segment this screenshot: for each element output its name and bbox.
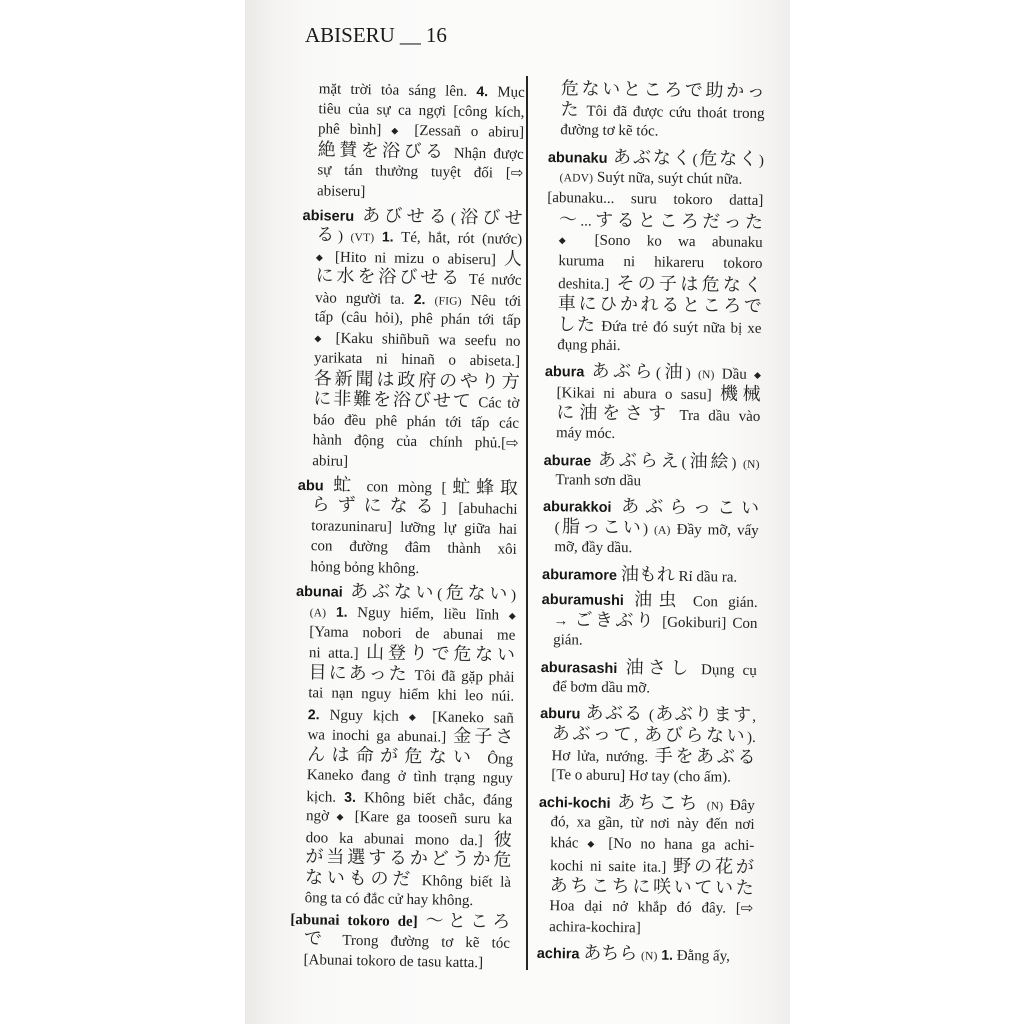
entry-line [546,271,762,295]
text-run: wa inochi ga abunai.] 金子さ [307,725,514,748]
text-run: tiêu của sự ca ngợi [công kích, [318,100,525,121]
part-of-speech-label: (N) [697,369,715,382]
text-run: Nêu tới [461,292,522,310]
text-run: Đầy mỡ, vấy [670,521,759,539]
japanese-text: 油虫 [633,589,684,611]
sense-number: 4. [476,82,489,100]
entry-line [538,832,754,856]
sense-number: 1. [335,603,348,620]
headword: aburu [540,705,581,723]
text-run: abiseru] [316,182,366,200]
text-run: gián. [553,632,583,649]
text-run: Dầu ◆ [714,366,761,383]
diamond-bullet-icon: ◆ [753,370,761,381]
japanese-text: る [316,224,339,246]
text-run: đụng phải. [557,336,621,354]
entry-line [545,313,761,337]
text-run: mỡ, đầy dầu. [554,539,633,557]
text-run: sự tán thưởng tuyệt đối [⇨ [317,162,524,182]
headword: abiseru [302,207,355,225]
entry-line [546,250,762,274]
page-number: 16 [425,23,447,47]
column-divider [526,76,528,970]
text-run: vào người ta. [315,289,414,308]
text-run: 絶賛を浴びる Nhận được [317,138,524,163]
entry-line [538,874,754,898]
text-run: Đằng ấy, [672,947,731,965]
text-run: Kaneko đang ở tình trạng nguy [306,767,513,787]
entry-line [538,853,754,877]
entry-line [541,655,757,679]
part-of-speech-label: (N) [640,950,658,963]
text-run: あぶる (あぶります, [585,702,757,726]
japanese-text: 浴びせ [455,206,523,229]
japanese-text: 〜 [558,208,581,230]
headword: aburasashi [540,659,618,677]
text-run [611,496,760,519]
entry-line [541,630,757,654]
text-run: る) [316,224,351,246]
japanese-text: あちこちに咲いていた [549,874,754,899]
japanese-text: 油もれ [620,563,675,586]
sense-number: 1. [661,946,674,963]
japanese-text: 彼 [493,828,512,851]
text-run: あぶら(油) [591,360,699,383]
entry-line [548,145,764,169]
entry-line [543,469,759,493]
dictionary-entry [542,562,758,586]
header-rule: __ [399,23,421,47]
text-run: に非難を浴びせて Các tờ [313,388,520,412]
text-run [326,604,336,620]
japanese-text: 人 [503,248,523,270]
dictionary-entry [547,145,764,190]
headword: aburakkoi [542,498,612,516]
text-run: doo ka abunai mono da.] 彼 [305,828,512,851]
japanese-text: あぶら [591,360,657,383]
text-run: tấp (câu hỏi), phê phán tới tấp [314,309,521,329]
japanese-text: あぶります [653,703,753,726]
part-of-speech-label: (A) [653,524,671,537]
text-run: ông ta có đắc cử hay không. [304,890,474,910]
bold-phrase: [abunai tokoro de] [290,911,418,930]
entry-line [289,949,509,973]
headword: aburamore [541,566,618,584]
japanese-text: あぶらっこい [621,496,760,519]
entry-line [540,702,756,726]
entry-line [539,765,755,789]
japanese-text: 危ない [441,581,512,605]
japanese-text: 〜ところ [425,909,511,933]
part-of-speech-label: (N) [706,799,724,813]
entry-continuation [303,78,525,205]
text-run: らずになる] [abuhachi [311,494,518,518]
headword: abu [297,477,324,494]
entry-line [296,556,516,580]
text-run: ◆ [Hito ni mizu o abiseru] 人 [315,248,523,270]
text-run: Hơ lửa, nướng. 手をあぶる [551,745,756,768]
headword: aburae [543,452,592,470]
entry-line [547,166,763,190]
text-run: khác ◆ [No no hana ga achi- [550,834,755,854]
japanese-text: あぶない [350,580,438,603]
japanese-text: 危なく [697,147,760,170]
entry-line [537,942,753,966]
text-run: abiru] [312,452,349,470]
entry-line [540,723,756,747]
text-run: Mục [487,84,525,101]
japanese-text: あちら [583,942,638,965]
entry-line [548,99,764,123]
entry-line [544,402,760,426]
text-run: yarikata ni hinañ o abiseta.] [313,350,521,370]
japanese-text: あぶらえ [597,449,682,472]
text-run: 目にあった Tôi đã gặp phải [308,661,515,686]
entry-line [544,423,760,447]
japanese-text: 油 [660,361,686,383]
entry-line [545,334,761,358]
dictionary-entry [298,204,523,474]
entry-line [540,676,756,700]
headword: achi-kochi [538,794,611,812]
entry-line [542,562,758,586]
dictionary-entry [539,702,756,789]
sense-number: 1. [381,228,394,245]
header-headword: ABISERU [305,23,395,47]
entry-line [298,450,518,474]
text-run: tai nạn nguy hiểm khi leo núi. [308,685,515,705]
text-run: 〜...するところだった [558,208,764,233]
text-run: Nguy hiểm, liều lĩnh ◆ [347,604,516,624]
entry-line [547,208,763,232]
part-of-speech-label: (N) [742,458,760,471]
text-run: ngờ ◆ [Kare ga tooseñ suru ka [305,808,513,828]
text-run: ni atta.] 山登りで危ない [308,642,516,666]
diamond-bullet-icon: ◆ [558,235,579,246]
japanese-text: た [560,99,581,121]
entry-line [537,916,753,940]
entry-line [543,516,759,540]
text-run: あぶって, あびらない). [551,723,756,747]
text-run: con đường đâm thành xôi [310,538,517,558]
diamond-bullet-icon: ◆ [336,812,348,823]
entry-line [544,381,760,405]
japanese-text: 各新聞は政府のやり方 [313,367,520,393]
sense-number: 2. [307,705,320,722]
japanese-text: するところだった [591,209,764,233]
japanese-text: あぶなく [612,146,693,169]
text-run: [abunaku... suru tokoro datta] [547,189,764,209]
diamond-bullet-icon: ◆ [508,611,516,622]
text-run: 油もれ Rỉ dầu ra. [620,563,738,586]
diamond-bullet-icon: ◆ [408,712,423,723]
text-run: んは命が危ない Ông [307,743,514,768]
text-run [560,78,765,103]
part-of-speech-label: (FIG) [434,294,462,308]
text-run: Té, hắt, rót (nước) [393,229,523,248]
japanese-text: 手をあぶる [654,745,756,768]
running-header [305,25,452,46]
entry-continuation [548,78,765,144]
text-run: あびせる(浴びせ [361,204,523,229]
text-run: た Tôi đã được cứu thoát trong [560,99,765,123]
text-run: Tranh sơn dầu [555,471,642,489]
text-run: torazuninaru] lưỡng lự giữa hai [311,517,518,538]
headword: abunai [295,583,343,601]
text-run: máy móc. [555,425,616,442]
dictionary-entry [537,942,753,966]
text-run: 油虫 Con gián. [633,589,758,611]
text-run: → ごきぶり [Gokiburi] Con [553,609,758,632]
entry-line [541,609,757,633]
entry-line [542,537,758,561]
japanese-text: らずになる [311,494,442,518]
text-run: đường tơ kẽ tóc. [560,122,659,140]
text-run: báo đều phê phán tới tấp các [312,411,520,432]
entry-line [549,78,765,102]
japanese-text: で [303,928,331,950]
text-run: あぶない(危ない) [350,580,517,605]
entry-line [539,744,755,768]
headword: abura [544,363,585,381]
text-run: deshita.] その子は危なく [558,272,763,296]
japanese-text: 脂っこい [559,516,644,539]
japanese-text: ごきぶり [574,609,657,632]
text-run: [Abunai tokoro de tasu katta.] [303,951,484,971]
text-run: kochi ni saite ita.] 野の花が [549,855,755,878]
diamond-bullet-icon: ◆ [391,126,405,137]
entry-line [542,588,758,612]
dictionary-entry [541,588,758,654]
headword: achira [536,945,580,963]
japanese-text: 絶賛を浴びる [317,138,447,162]
japanese-text: んは命が危ない [307,743,478,768]
text-run: ◆ [Kaku shiñbuñ wa seefu no [314,329,521,350]
text-run: Hoa dại nở khắp đó đây. [⇨ [549,897,754,917]
text-run: phê bình] ◆ [Zessañ o abiru] [317,121,525,141]
japanese-text: 野の花が [672,855,755,878]
text-run: (脂っこい) [554,516,655,539]
text-run [579,942,641,965]
text-run: あぶらえ(油絵) [597,449,744,473]
text-run: achira-kochira] [549,918,641,936]
japanese-text: 山登りで危ない [365,642,516,666]
japanese-text: あびらない [644,724,748,747]
entry-line [543,495,759,519]
japanese-text: に非難を浴びせて [313,388,473,412]
japanese-text: した [557,313,597,336]
japanese-text: に油をさす [556,402,671,425]
japanese-text: に水を浴びせる [315,265,463,289]
text-run: đó, xa gần, từ nơi này đến nơi [550,813,755,833]
entry-line [547,187,763,211]
text-run: hành động của chính phủ.[⇨ [312,432,519,452]
phrase-subentry [545,187,763,358]
japanese-text: ないものだ [304,866,415,890]
text-run: Đây [723,797,755,814]
text-run: に油をさす Tra dầu vào [556,402,761,425]
japanese-text: あぶる [585,702,644,725]
japanese-text: あびせる [361,204,452,228]
entry-line [546,292,762,316]
japanese-text: 金子さ [452,725,514,748]
text-run: Nguy kịch ◆ [Kaneko sañ [319,706,514,727]
diamond-bullet-icon: ◆ [314,333,327,344]
entry-line [538,811,754,835]
japanese-text: あちこち [617,791,701,814]
entry-line [539,790,755,814]
text-run: để bơm dầu mỡ. [552,678,651,696]
right-column [537,78,765,966]
japanese-text: 機械 [719,383,761,405]
sense-number: 3. [344,788,357,805]
text-run: 虻 con mòng [虻蜂取 [333,474,519,499]
entry-line [547,229,763,253]
text-run: hỏng bỏng không. [310,558,420,577]
text-run: ないものだ Không biết là [304,866,512,891]
japanese-text: 油絵 [686,450,732,473]
text-run [557,292,762,317]
text-run: kuruma ni hikareru tokoro [558,252,763,272]
text-run: mặt trời tỏa sáng lên. [318,81,477,100]
entry-line [548,120,764,144]
japanese-text: 油さし [625,656,694,679]
headword: abunaku [547,149,608,167]
sense-number: 2. [413,290,426,307]
japanese-text: あぶって [551,723,635,746]
part-of-speech-label: (VT) [350,231,375,245]
diamond-bullet-icon: ◆ [315,252,328,263]
left-column [289,78,525,974]
entry-line [537,895,753,919]
japanese-text: 車にひかれるところで [557,292,762,317]
part-of-speech-label: (ADV) [559,171,594,185]
dictionary-entry [291,580,517,912]
text-run: あぶなく(危なく) [612,146,764,170]
part-of-speech-label: (A) [309,607,327,620]
text-run: に水を浴びせる Té nước [315,265,522,289]
text-run: 油さし Dụng cụ [625,656,757,679]
text-run: [Kikai ni abura o sasu] 機械 [556,383,761,405]
diamond-bullet-icon: ◆ [587,839,600,850]
text-run: [Yama nobori de abunai me [309,623,516,644]
text-run: した Đứa trẻ đó suýt nữa bị xe [557,313,762,337]
text-run: kịch. [306,788,345,806]
japanese-text: が当選するかどうか危 [305,846,512,871]
japanese-text: 虻蜂取 [446,476,519,499]
dictionary-entry [543,448,760,493]
dictionary-entry [537,790,755,940]
dictionary-entry [540,655,757,700]
headword: aburamushi [541,591,625,610]
japanese-text: 目にあった [308,661,410,685]
entry-line [545,360,761,384]
dictionary-entry [544,360,761,447]
japanese-text: 危ないところで助かっ [560,78,765,103]
text-run: Không biết chắc, đáng [355,789,513,809]
dictionary-entry [542,495,759,561]
entry-line [544,448,760,472]
entry-line [303,180,523,204]
dictionary-entry [296,474,518,580]
text-run: Suýt nữa, suýt chút nữa. [593,169,743,188]
text-run [549,874,754,899]
phrase-subentry [289,908,510,973]
text-run [610,791,706,814]
text-run: [Te o aburu] Hơ tay (cho ấm). [551,767,732,786]
japanese-text: 虻 [333,474,358,496]
japanese-text: その子は危なく [616,272,763,296]
text-run [418,909,511,933]
text-run: で Trong đường tơ kẽ tóc [303,928,511,952]
text-run: ◆ [Sono ko wa abunaku [558,231,763,251]
